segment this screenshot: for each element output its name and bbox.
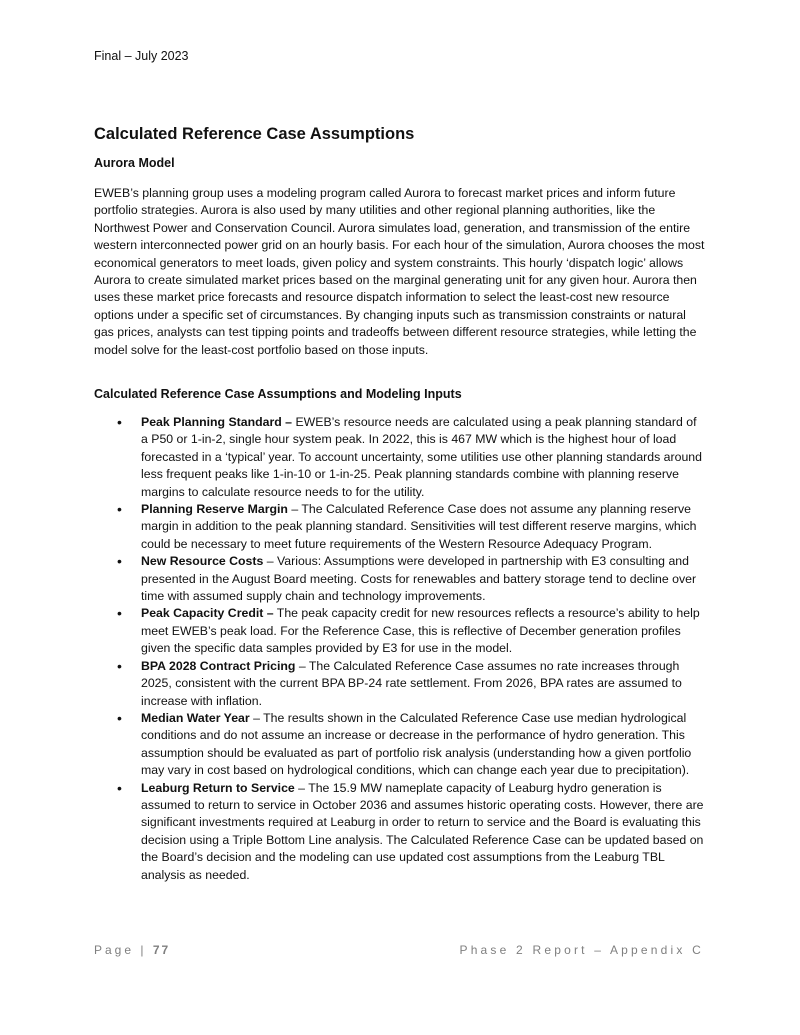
bullet-text: EWEB’s resource needs are calculated using a peak planning standard of a P50 or 1-in-2, single hour system peak. In 2022, this is 467 MW which is the highest hour of load forecasted in a ‘typical’ year. To account uncertainty, some utilities use other planning standards around less frequent peaks like 1-in-10 or 1-in-25. Peak planning standards combine with planning reserve margins to calculate resource needs to for the utility. [141, 415, 702, 499]
bullet-term: Median Water Year [141, 710, 250, 725]
bullet-term: Planning Reserve Margin [141, 502, 288, 517]
list-item [94, 658, 706, 710]
bullet-icon: • [117, 501, 122, 518]
bullet-term: Peak Capacity Credit – [141, 606, 274, 621]
list-item [94, 780, 706, 884]
bullet-icon: • [117, 657, 122, 674]
list-item [94, 414, 706, 501]
inputs-title: Calculated Reference Case Assumptions and Modeling Inputs [94, 387, 462, 401]
bullet-icon: • [117, 779, 122, 796]
bullet-term: BPA 2028 Contract Pricing [141, 658, 296, 673]
bullet-text: The peak capacity credit for new resources reflects a resource’s ability to help meet EWEB’s peak load. For the Reference Case, this is reflective of December generation profiles given the specific data samples provided by E3 for use in the model. [141, 606, 700, 656]
page-number: 77 [152, 943, 171, 957]
bullet-icon: • [117, 414, 122, 430]
assumptions-list [94, 414, 706, 884]
list-item [94, 605, 706, 657]
bullet-icon: • [117, 709, 122, 726]
bullet-term: New Resource Costs [141, 554, 264, 569]
page-footer-left [94, 943, 170, 957]
aurora-paragraph: EWEB’s planning group uses a modeling program called Aurora to forecast market prices and inform future portfolio strategies. Aurora is also used by many utilities and other regional planning authorities, like the Northwest Power and Conservation Council. Aurora simulates load, generation, and transmission of the entire western interconnected power grid on an hourly basis. For each hour of the simulation, Aurora chooses the most economical generators to meet loads, given policy and system constraints. This hourly ‘dispatch logic’ allows Aurora to create simulated market prices based on the marginal generating unit for any given hour. Aurora then uses these market price forecasts and resource dispatch information to select the least-cost new resource options under a specific set of circumstances. By changing inputs such as transmission constraints or natural gas prices, analysts can test tipping points and tradeoffs between different resource strategies, while letting the model solve for the least-cost portfolio based on those inputs. [94, 186, 705, 357]
page-header: Final – July 2023 [94, 49, 189, 63]
bullet-text: – The Calculated Reference Case assumes no rate increases through 2025, consistent with the current BPA BP-24 rate settlement. From 2026, BPA rates are assumed to increase with inflation. [141, 658, 682, 708]
subsection-title: Aurora Model [94, 156, 175, 170]
bullet-text: – The Calculated Reference Case does not assume any planning reserve margin in addition to the peak planning standard. Sensitivities will test different reserve margins, which could be necessary to meet future requirements of the Western Resource Adequacy Program. [141, 502, 697, 551]
list-item [94, 553, 706, 605]
bullet-icon: • [117, 605, 122, 622]
bullet-text: – The 15.9 MW nameplate capacity of Leaburg hydro generation is assumed to return to service in October 2036 and assumes historic operating costs. However, there are significant investments required at Leaburg in order to return to service and the Board is evaluating this decision using a Triple Bottom Line analysis. The Calculated Reference Case can be updated based on the Board’s decision and the modeling can use updated cost assumptions from the Leaburg TBL analysis as needed. [141, 780, 704, 882]
bullet-icon: • [117, 553, 122, 570]
bullet-term: Peak Planning Standard – [141, 415, 293, 429]
bullet-text: – Various: Assumptions were developed in partnership with E3 consulting and presented in the August Board meeting. Costs for renewables and battery storage tend to decline over time with assumed supply chain and technology improvements. [141, 554, 697, 604]
report-title: Phase 2 Report – Appendix C [459, 943, 704, 957]
bullet-text: – The results shown in the Calculated Reference Case use median hydrological conditions and do not assume an increase or decrease in the performance of hydro generation. This assumption should be evaluated as part of portfolio risk analysis (understanding how a given portfolio may vary in cost based on hydrological conditions, which can change each year due to precipitation). [141, 710, 692, 778]
list-item [94, 710, 706, 780]
section-title: Calculated Reference Case Assumptions [94, 125, 415, 143]
bullet-term: Leaburg Return to Service [141, 780, 295, 795]
list-item [94, 501, 706, 553]
page-label: Page | [94, 943, 153, 957]
